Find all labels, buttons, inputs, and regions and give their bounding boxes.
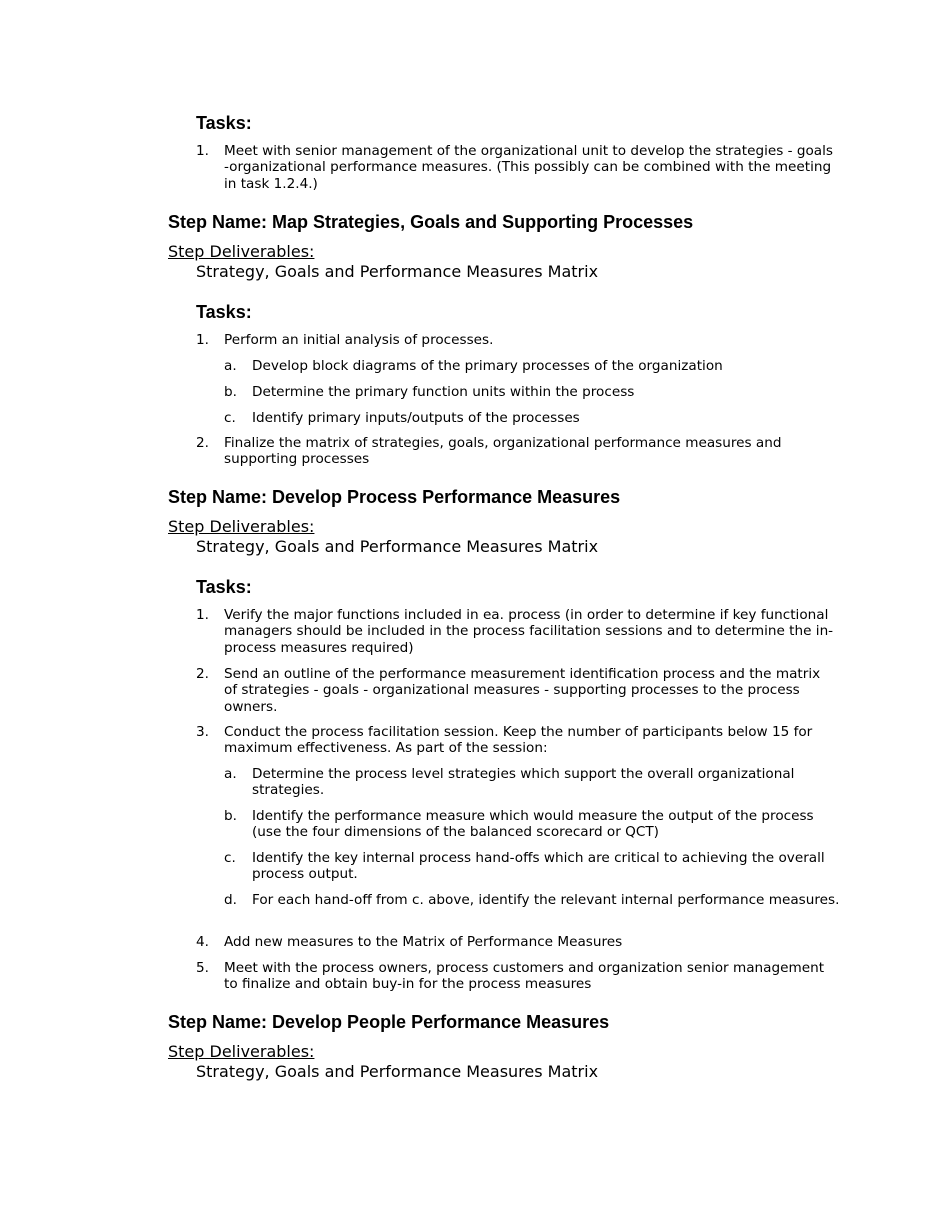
subtask-letter: d.: [224, 892, 237, 908]
step-deliverables-label: Step Deliverables:: [168, 517, 315, 536]
task-number: 5.: [196, 960, 209, 976]
subtask-text: Identify the key internal process hand-offs which are critical to achieving the overall process output.: [252, 850, 825, 883]
task-item: [196, 934, 836, 950]
subtask-item: [224, 766, 844, 799]
subtask-text: Identify primary inputs/outputs of the processes: [252, 410, 580, 426]
subtask-text: For each hand-off from c. above, identify the relevant internal performance measures.: [252, 892, 840, 908]
task-item: [196, 607, 836, 656]
subtask-item: [224, 358, 844, 374]
task-item: [196, 435, 836, 468]
task-text: Verify the major functions included in ea. process (in order to determine if key functional managers should be included in the process facilitation sessions and to determine the in-process measures required): [224, 607, 834, 656]
subtask-letter: c.: [224, 850, 236, 866]
step-deliverables-value: Strategy, Goals and Performance Measures Matrix: [196, 1062, 599, 1081]
subtask-letter: a.: [224, 358, 237, 374]
subtask-item: [224, 384, 844, 400]
subtask-letter: b.: [224, 808, 237, 824]
task-item: [196, 143, 836, 192]
subtask-text: Determine the process level strategies which support the overall organizational strategies.: [252, 766, 795, 799]
tasks-heading: Tasks:: [196, 577, 252, 597]
subtask-text: Develop block diagrams of the primary processes of the organization: [252, 358, 723, 374]
step-title: Step Name: Develop Process Performance Measures: [168, 487, 621, 507]
task-item: [196, 666, 836, 715]
tasks-heading: Tasks:: [196, 302, 252, 322]
subtask-item: [224, 892, 844, 908]
task-item: [196, 724, 836, 757]
step-deliverables-label: Step Deliverables:: [168, 1042, 315, 1061]
task-text: Meet with the process owners, process customers and organization senior management to finalize and obtain buy-in for the process measures: [224, 960, 825, 993]
task-text: Send an outline of the performance measurement identification process and the matrix of strategies - goals - organizational measures - supporting processes to the process owners.: [224, 666, 821, 715]
task-text: Add new measures to the Matrix of Performance Measures: [224, 934, 623, 950]
step-deliverables-value: Strategy, Goals and Performance Measures Matrix: [196, 537, 599, 556]
step-deliverables-label: Step Deliverables:: [168, 242, 315, 261]
task-text: Perform an initial analysis of processes.: [224, 332, 494, 348]
subtask-letter: a.: [224, 766, 237, 782]
tasks-heading: Tasks:: [196, 113, 252, 133]
subtask-item: [224, 850, 844, 883]
task-number: 4.: [196, 934, 209, 950]
subtask-letter: c.: [224, 410, 236, 426]
step-deliverables-value: Strategy, Goals and Performance Measures Matrix: [196, 262, 599, 281]
task-number: 3.: [196, 724, 209, 740]
subtask-item: [224, 410, 844, 426]
subtask-letter: b.: [224, 384, 237, 400]
task-number: 2.: [196, 666, 209, 682]
task-text: Meet with senior management of the organizational unit to develop the strategies - goals -organizational performance measures. (This possibly can be combined with the meeting in task 1.2.4.): [224, 143, 833, 192]
task-number: 1.: [196, 332, 209, 348]
task-text: Conduct the process facilitation session. Keep the number of participants below 15 for maximum effectiveness. As part of the session:: [224, 724, 813, 757]
task-number: 2.: [196, 435, 209, 451]
task-item: [196, 960, 836, 993]
subtask-text: Determine the primary function units within the process: [252, 384, 635, 400]
task-text: Finalize the matrix of strategies, goals, organizational performance measures and supporting processes: [224, 435, 782, 468]
task-number: 1.: [196, 143, 209, 159]
subtask-item: [224, 808, 844, 841]
subtask-text: Identify the performance measure which would measure the output of the process (use the four dimensions of the balanced scorecard or QCT): [252, 808, 814, 841]
task-number: 1.: [196, 607, 209, 623]
step-title: Step Name: Map Strategies, Goals and Supporting Processes: [168, 212, 694, 232]
task-item: [196, 332, 836, 348]
step-title: Step Name: Develop People Performance Measures: [168, 1012, 610, 1032]
